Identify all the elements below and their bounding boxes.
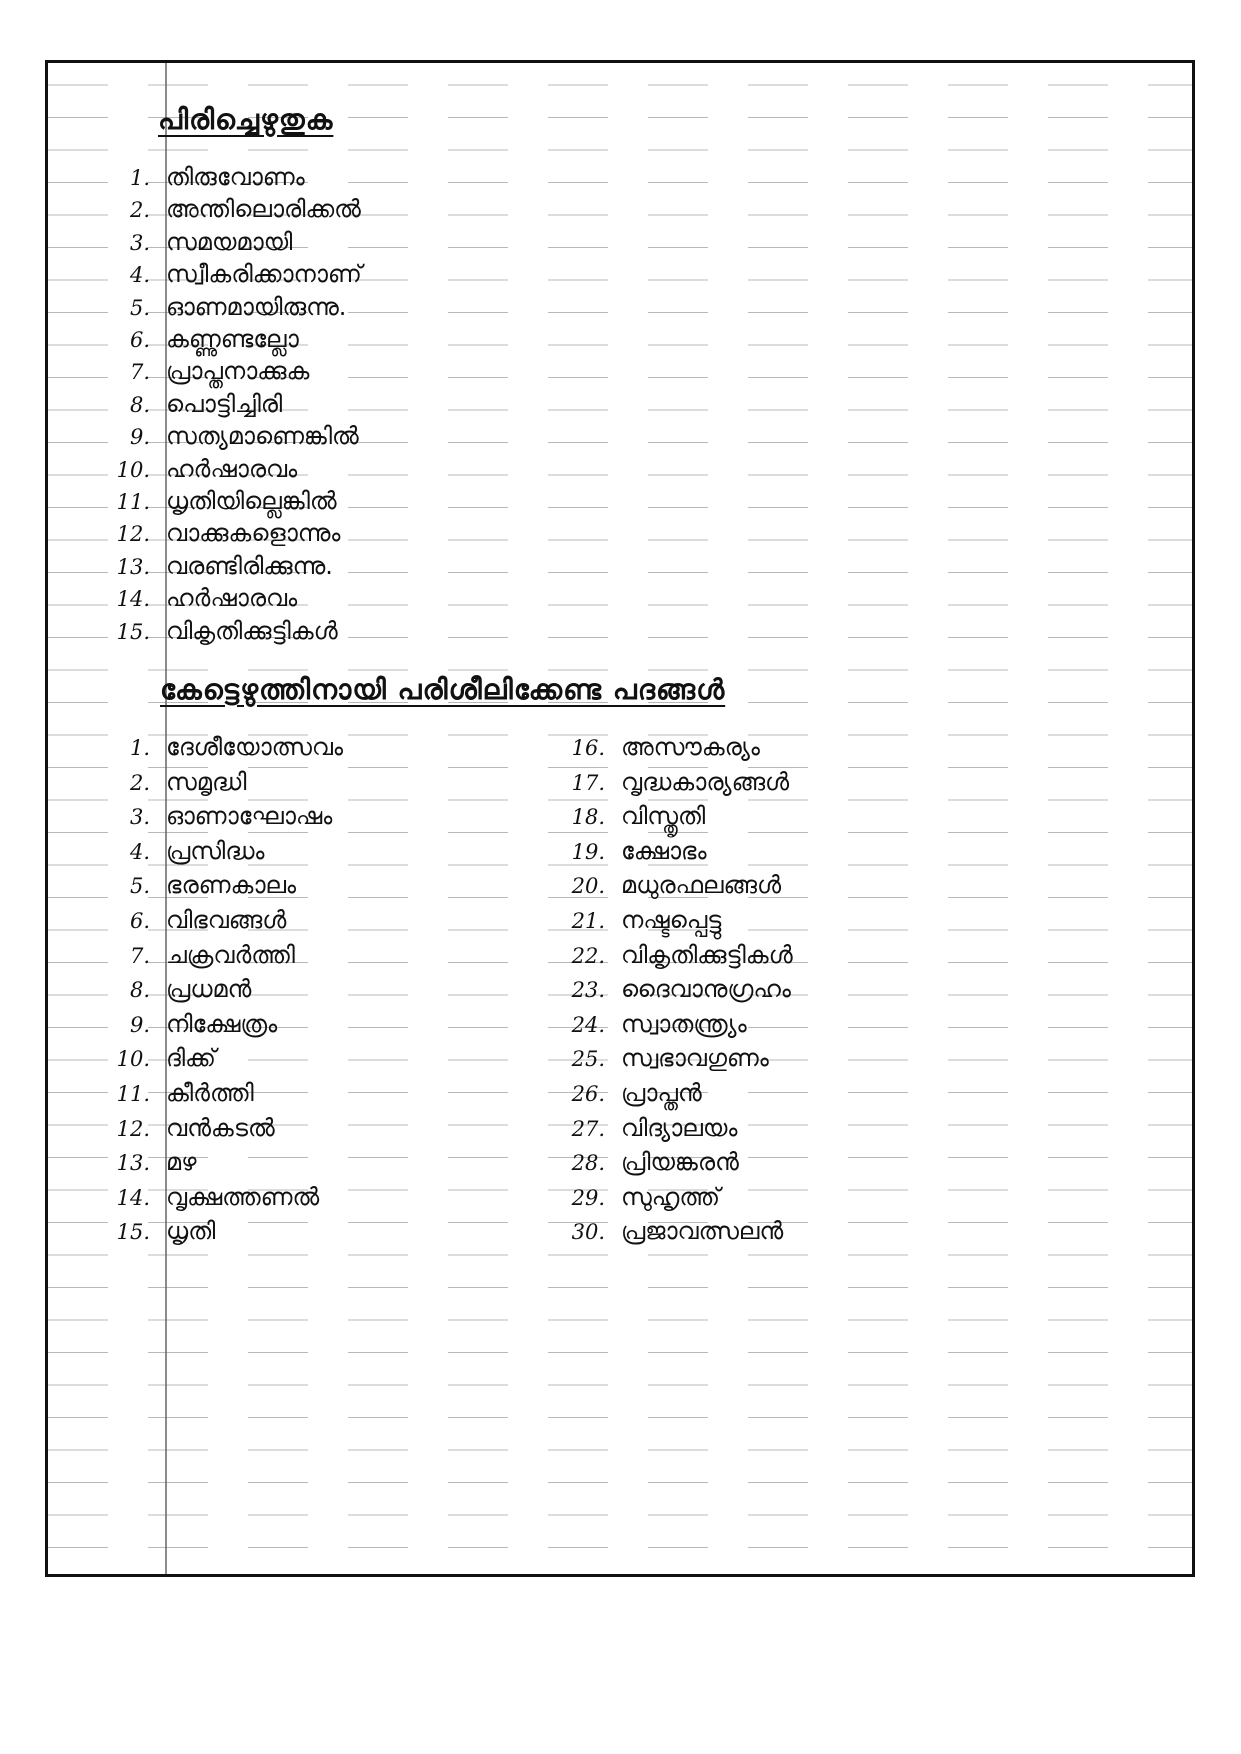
list-item <box>98 617 338 645</box>
item-word: പ്രസിദ്ധം <box>166 836 265 865</box>
item-word: സത്യമാണെങ്കിൽ <box>166 422 359 451</box>
item-word: സ്വീകരിക്കാനാണ് <box>166 260 362 289</box>
item-number: 10. <box>116 1047 150 1072</box>
item-number: 10. <box>116 457 150 482</box>
list-item <box>98 390 282 418</box>
item-number: 9. <box>129 425 150 450</box>
item-number: 7. <box>129 943 150 968</box>
list-item <box>553 1044 769 1072</box>
item-number: 6. <box>129 328 150 352</box>
list-item <box>98 584 297 612</box>
item-number: 4. <box>129 263 150 288</box>
item-number: 29. <box>571 1185 605 1210</box>
list-item <box>98 1183 319 1211</box>
list-item <box>98 325 299 353</box>
item-word: മധുരഫലങ്ങൾ <box>621 871 782 900</box>
list-item <box>553 1217 783 1245</box>
list-item <box>98 519 340 547</box>
item-number: 4. <box>129 839 150 864</box>
item-number: 1. <box>129 736 150 760</box>
item-word: പ്രാപ്തനാക്കുക <box>166 357 310 386</box>
list-item <box>553 941 793 969</box>
list-item <box>98 1044 216 1072</box>
item-word: അന്തിലൊരിക്കൽ <box>166 195 361 224</box>
item-number: 17. <box>571 770 605 795</box>
item-number: 11. <box>116 490 150 514</box>
item-word: വൃക്ഷത്തണൽ <box>166 1182 320 1211</box>
item-word: വിസ്തൃതി <box>621 802 706 831</box>
item-word: നിക്ഷേത്രം <box>166 1009 278 1038</box>
item-word: പ്രാപ്തൻ <box>621 1079 702 1107</box>
item-number: 8. <box>129 978 150 1003</box>
list-item <box>553 1183 720 1211</box>
item-number: 5. <box>129 295 150 320</box>
list-item <box>553 837 707 865</box>
list-item <box>98 871 296 899</box>
item-number: 6. <box>129 909 150 933</box>
item-number: 13. <box>116 1151 150 1176</box>
section1-title: പിരിച്ചെഴുതുക <box>158 103 334 136</box>
item-word: ദേശീയോത്സവം <box>166 733 344 761</box>
item-word: തിരുവോണം <box>166 163 305 191</box>
item-number: 15. <box>116 619 150 644</box>
item-word: വരണ്ടിരിക്കുന്നു. <box>166 551 333 580</box>
item-word: സമയമായി <box>166 227 293 256</box>
item-number: 9. <box>129 1012 150 1037</box>
list-item <box>553 802 705 830</box>
list-item <box>553 733 760 761</box>
item-word: സ്വഭാവഗുണം <box>621 1044 769 1073</box>
item-word: ഹർഷാരവം <box>166 454 298 483</box>
item-number: 28. <box>571 1151 605 1176</box>
item-number: 25. <box>571 1047 605 1072</box>
item-word: ഭരണകാലം <box>166 871 297 900</box>
item-word: കീർത്തി <box>166 1079 254 1107</box>
item-number: 20. <box>571 874 605 899</box>
item-number: 3. <box>129 805 150 830</box>
list-item <box>553 1079 702 1107</box>
item-word: ഓണമായിരുന്നു. <box>166 292 347 321</box>
list-item <box>98 1148 196 1176</box>
item-word: പൊട്ടിച്ചിരി <box>166 389 283 418</box>
list-item <box>98 487 337 515</box>
item-word: വിഭവങ്ങൾ <box>166 906 287 934</box>
list-item <box>98 733 343 761</box>
item-number: 16. <box>571 736 605 760</box>
list-item <box>98 802 332 830</box>
list-item <box>553 1010 747 1038</box>
item-word: നഷ്ടപ്പെട്ടു <box>621 906 722 934</box>
item-number: 13. <box>116 554 150 579</box>
list-item <box>98 837 264 865</box>
list-item <box>98 163 305 191</box>
item-number: 7. <box>129 360 150 385</box>
item-number: 23. <box>571 978 605 1003</box>
item-word: സ്വാതന്ത്ര്യം <box>621 1009 747 1038</box>
list-item <box>553 906 721 934</box>
item-word: പ്രധമൻ <box>166 975 252 1004</box>
list-item <box>98 293 346 321</box>
item-word: പ്രിയങ്കരൻ <box>621 1148 739 1177</box>
item-word: മഴ <box>166 1148 197 1177</box>
item-number: 2. <box>129 198 150 223</box>
item-number: 15. <box>116 1220 150 1245</box>
item-word: വികൃതിക്കുട്ടികൾ <box>621 940 793 969</box>
item-number: 21. <box>571 909 605 933</box>
list-item <box>98 228 292 256</box>
list-item <box>98 975 251 1003</box>
list-item <box>98 1217 215 1245</box>
list-item <box>98 906 286 934</box>
list-item <box>553 1148 739 1176</box>
list-item <box>553 871 781 899</box>
item-number: 14. <box>116 587 150 612</box>
item-word: വൃദ്ധകാര്യങ്ങൾ <box>621 767 790 796</box>
item-number: 24. <box>571 1012 605 1037</box>
item-word: ധൃതിയില്ലെങ്കിൽ <box>166 487 337 515</box>
list-item <box>98 1010 277 1038</box>
item-word: ചക്രവർത്തി <box>166 940 295 969</box>
item-word: വികൃതിക്കുട്ടികൾ <box>166 616 338 645</box>
item-number: 30. <box>571 1220 605 1245</box>
list-item <box>553 768 789 796</box>
item-number: 22. <box>571 943 605 968</box>
item-word: ധൃതി <box>166 1217 216 1246</box>
item-number: 18. <box>571 805 605 830</box>
list-item <box>98 195 361 223</box>
item-number: 1. <box>129 166 150 190</box>
item-word: ഹർഷാരവം <box>166 584 298 613</box>
item-number: 2. <box>129 770 150 795</box>
list-item <box>553 975 791 1003</box>
item-word: അസൗകര്യം <box>621 733 760 761</box>
item-number: 5. <box>129 874 150 899</box>
item-number: 27. <box>571 1116 605 1141</box>
item-word: കണ്ണുണ്ടല്ലോ <box>166 325 299 353</box>
item-word: സുഹൃത്ത് <box>621 1182 721 1211</box>
item-word: വാക്കുകളൊന്നും <box>166 519 341 548</box>
list-item <box>98 941 295 969</box>
list-item <box>98 455 297 483</box>
item-word: വൻകടൽ <box>166 1113 275 1142</box>
item-number: 3. <box>129 230 150 255</box>
item-word: ഓണാഘോഷം <box>166 802 333 831</box>
item-number: 8. <box>129 392 150 417</box>
item-number: 12. <box>116 522 150 547</box>
section2-title: കേട്ടെഴുത്തിനായി പരിശീലിക്കേണ്ട പദങ്ങൾ <box>160 673 726 706</box>
item-number: 26. <box>571 1082 605 1106</box>
item-number: 14. <box>116 1185 150 1210</box>
item-word: സമൃദ്ധി <box>166 767 247 796</box>
list-item <box>98 1114 275 1142</box>
item-word: ദിക്ക് <box>166 1044 216 1073</box>
list-item <box>98 552 333 580</box>
list-item <box>98 768 246 796</box>
item-word: പ്രജാവത്സലൻ <box>621 1217 784 1246</box>
item-number: 11. <box>116 1082 150 1106</box>
list-item <box>98 357 309 385</box>
item-number: 19. <box>571 839 605 864</box>
item-word: ക്ഷോഭം <box>621 836 707 865</box>
list-item <box>553 1114 737 1142</box>
list-item <box>98 260 362 288</box>
list-item <box>98 1079 254 1107</box>
item-word: ദൈവാനുഗ്രഹം <box>621 975 791 1004</box>
item-word: വിദ്യാലയം <box>621 1113 738 1142</box>
item-number: 12. <box>116 1116 150 1141</box>
list-item <box>98 422 359 450</box>
notebook-page <box>45 60 1195 1577</box>
